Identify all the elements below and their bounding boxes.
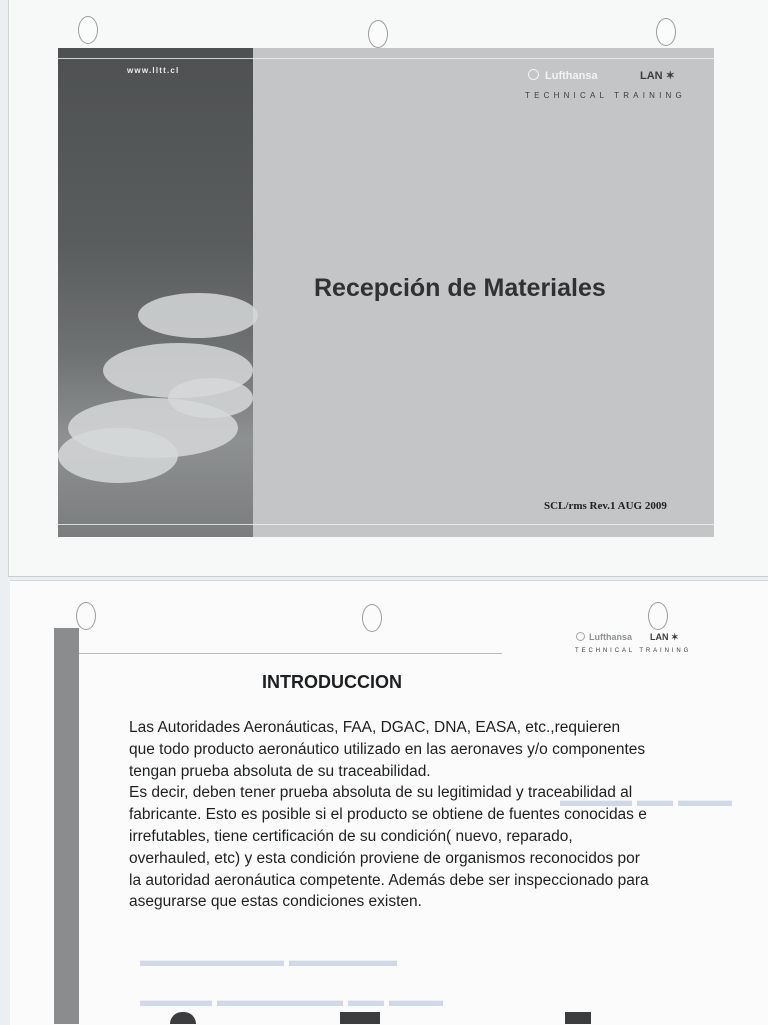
paragraph: Es decir, deben tener prueba absoluta de su legitimidad y traceabilidad al fabricante. Esto es posible si el producto se obtiene de fuentes conocidas e irrefutables, tiene certificación de su condición( nuevo, reparado, overhauled, etc) y esta condición proviene de organismos reconocidos por la autoridad aeronáutica competente. Además debe ser inspeccionado para asegurarse que estas condiciones existen. <box>129 784 649 911</box>
footer-icon <box>565 1012 591 1024</box>
sky-photo <box>58 48 253 537</box>
lan-star-icon: ✶ <box>665 70 675 82</box>
sheet-edge <box>8 0 9 576</box>
lan-star-icon: ✶ <box>671 632 679 642</box>
header-rule <box>79 653 502 654</box>
punch-hole-icon <box>648 602 668 630</box>
punch-hole-icon <box>362 604 382 632</box>
slide-side-bar <box>54 628 79 1024</box>
punch-hole-icon <box>656 18 676 46</box>
section-heading: INTRODUCCION <box>262 672 402 692</box>
technical-training-tagline: TECHNICAL TRAINING <box>525 91 686 100</box>
punch-hole-icon <box>76 602 96 630</box>
revision-label: SCL/rms Rev.1 AUG 2009 <box>544 500 667 512</box>
paragraph: Las Autoridades Aeronáuticas, FAA, DGAC, DNA, EASA, etc.,requieren que todo producto aeronáutico utilizado en las aeronaves y/o componentes tengan prueba absoluta de su traceabilidad. <box>129 719 646 780</box>
lan-label: LAN <box>650 632 669 642</box>
bleed-through-text: ▬▬▬▬▬▬ ▬▬▬▬▬▬▬▬ <box>140 950 398 970</box>
technical-training-tagline: TECHNICAL TRAINING <box>575 648 692 654</box>
divider-line <box>58 58 714 59</box>
lufthansa-logo <box>576 632 632 642</box>
title-slide <box>58 48 714 537</box>
lan-label: LAN <box>640 70 663 82</box>
crane-icon <box>576 632 585 641</box>
bleed-through-text: ▬▬▬ ▬▬ ▬▬▬▬▬▬▬ ▬▬▬▬ <box>140 990 444 1010</box>
punch-hole-icon <box>78 16 98 44</box>
website-url: www.lltt.cl <box>127 66 180 75</box>
footer-icon <box>340 1012 380 1024</box>
lan-logo <box>640 69 675 82</box>
body-text <box>129 717 649 913</box>
lufthansa-label: Lufthansa <box>589 632 633 642</box>
divider-line <box>58 524 714 525</box>
bleed-through-text: ▬▬▬ ▬▬ ▬▬▬▬ <box>560 790 733 810</box>
slide-title: Recepción de Materiales <box>314 274 606 302</box>
punch-hole-icon <box>368 20 388 48</box>
crane-icon <box>528 69 539 80</box>
lufthansa-label: Lufthansa <box>545 70 598 82</box>
lufthansa-logo <box>528 69 598 82</box>
lan-logo <box>650 632 679 643</box>
